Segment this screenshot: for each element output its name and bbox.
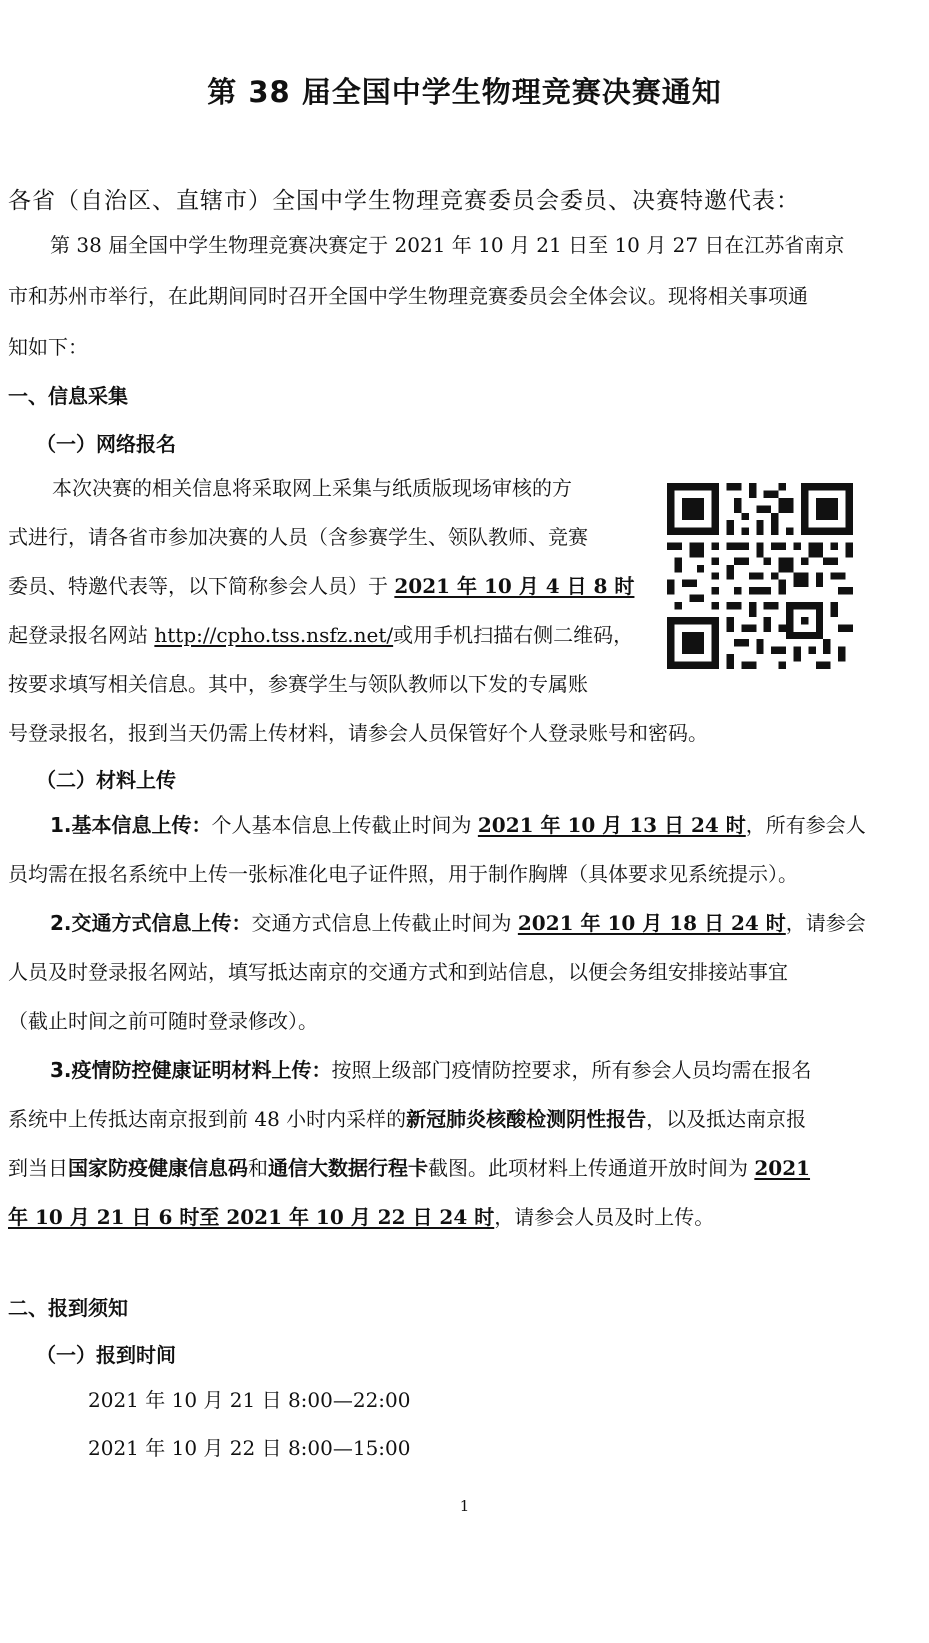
intro-line-3: 知如下： [8, 335, 88, 359]
upload-item-3-line-2-post: ，以及抵达南京报 [646, 1107, 807, 1131]
upload-item-2-label: 2.交通方式信息上传： [50, 911, 252, 935]
upload-item-3-line-3-pre: 到当日 [8, 1156, 68, 1180]
section-1-sub-1-heading: （一）网络报名 [36, 432, 176, 456]
travel-card: 通信大数据行程卡 [268, 1156, 428, 1180]
upload-window-year: 2021 [754, 1156, 811, 1180]
intro-line-2: 市和苏州市举行，在此期间同时召开全国中学生物理竞赛委员会全体会议。现将相关事项通 [8, 284, 808, 308]
registration-site-link[interactable]: http://cpho.tss.nsfz.net/ [154, 623, 394, 647]
page-number: 1 [459, 1497, 470, 1515]
upload-item-2-line-3: （截止时间之前可随时登录修改）。 [8, 1009, 318, 1033]
registration-start-date: 2021 年 10 月 4 日 8 时 [394, 574, 635, 598]
nucleic-acid-report: 新冠肺炎核酸检测阴性报告 [406, 1107, 647, 1131]
qr-code-icon[interactable] [667, 483, 853, 669]
page-title: 第 38 届全国中学生物理竞赛决赛通知 [207, 75, 722, 109]
section-2-sub-1-heading: （一）报到时间 [36, 1343, 176, 1367]
upload-item-3-label: 3.疫情防控健康证明材料上传： [50, 1058, 332, 1082]
upload-item-3-line-4-post: ，请参会人员及时上传。 [494, 1205, 715, 1229]
upload-item-3-line-2-text: 系统中上传抵达南京报到前 48 小时内采样的 [8, 1107, 407, 1131]
intro-line-1: 第 38 届全国中学生物理竞赛决赛定于 2021 年 10 月 21 日至 10 月 27 日在江苏省南京 [50, 233, 845, 257]
upload-item-3-line-3 [8, 1155, 810, 1181]
upload-item-2-deadline: 2021 年 10 月 18 日 24 时 [517, 911, 786, 935]
section-1-sub-2-heading: （二）材料上传 [36, 768, 176, 792]
online-registration-line-6: 号登录报名，报到当天仍需上传材料，请参会人员保管好个人登录账号和密码。 [8, 721, 708, 745]
registration-text: 委员、特邀代表等，以下简称参会人员）于 [8, 574, 388, 598]
online-registration-line-2: 式进行，请各省市参加决赛的人员（含参赛学生、领队教师、竞赛 [8, 525, 588, 549]
online-registration-line-5: 按要求填写相关信息。其中，参赛学生与领队教师以下发的专属账 [8, 672, 588, 696]
online-registration-line-1: 本次决赛的相关信息将采取网上采集与纸质版现场审核的方 [52, 476, 572, 500]
upload-item-1-line-2: 员均需在报名系统中上传一张标准化电子证件照，用于制作胸牌（具体要求见系统提示）。 [8, 862, 798, 886]
upload-item-1-line-1 [50, 812, 866, 838]
section-2-heading: 二、报到须知 [8, 1296, 128, 1320]
online-registration-line-4 [8, 622, 633, 648]
upload-item-3-line-2 [8, 1106, 806, 1132]
upload-item-1-text-post: ，所有参会人 [745, 813, 866, 837]
upload-item-3-line-3-mid: 和 [248, 1156, 268, 1180]
upload-item-2-text: 交通方式信息上传截止时间为 [251, 911, 512, 935]
online-registration-line-3 [8, 573, 634, 599]
salutation: 各省（自治区、直辖市）全国中学生物理竞赛委员会委员、决赛特邀代表： [8, 188, 800, 214]
upload-item-2-text-post: ，请参会 [785, 911, 866, 935]
upload-item-3-line-3-post: 截图。此项材料上传通道开放时间为 [428, 1156, 748, 1180]
upload-item-2-line-1 [50, 910, 866, 936]
upload-item-1-deadline: 2021 年 10 月 13 日 24 时 [477, 813, 746, 837]
qr-hint-text: 或用手机扫描右侧二维码， [393, 623, 634, 647]
upload-window: 年 10 月 21 日 6 时至 2021 年 10 月 22 日 24 时 [8, 1205, 495, 1229]
upload-item-1-label: 1.基本信息上传： [50, 813, 212, 837]
upload-item-2-line-2: 人员及时登录报名网站，填写抵达南京的交通方式和到站信息，以便会务组安排接站事宜 [8, 960, 788, 984]
registration-time-1: 2021 年 10 月 21 日 8:00—22:00 [88, 1388, 411, 1412]
upload-item-1-text: 个人基本信息上传截止时间为 [211, 813, 472, 837]
registration-site-text: 起登录报名网站 [8, 623, 148, 647]
registration-time-2: 2021 年 10 月 22 日 8:00—15:00 [88, 1436, 411, 1460]
health-code: 国家防疫健康信息码 [68, 1156, 248, 1180]
upload-item-3-text: 按照上级部门疫情防控要求，所有参会人员均需在报名 [331, 1058, 812, 1082]
upload-item-3-line-4 [8, 1204, 714, 1230]
section-1-heading: 一、信息采集 [8, 384, 128, 408]
upload-item-3-line-1 [50, 1057, 812, 1083]
